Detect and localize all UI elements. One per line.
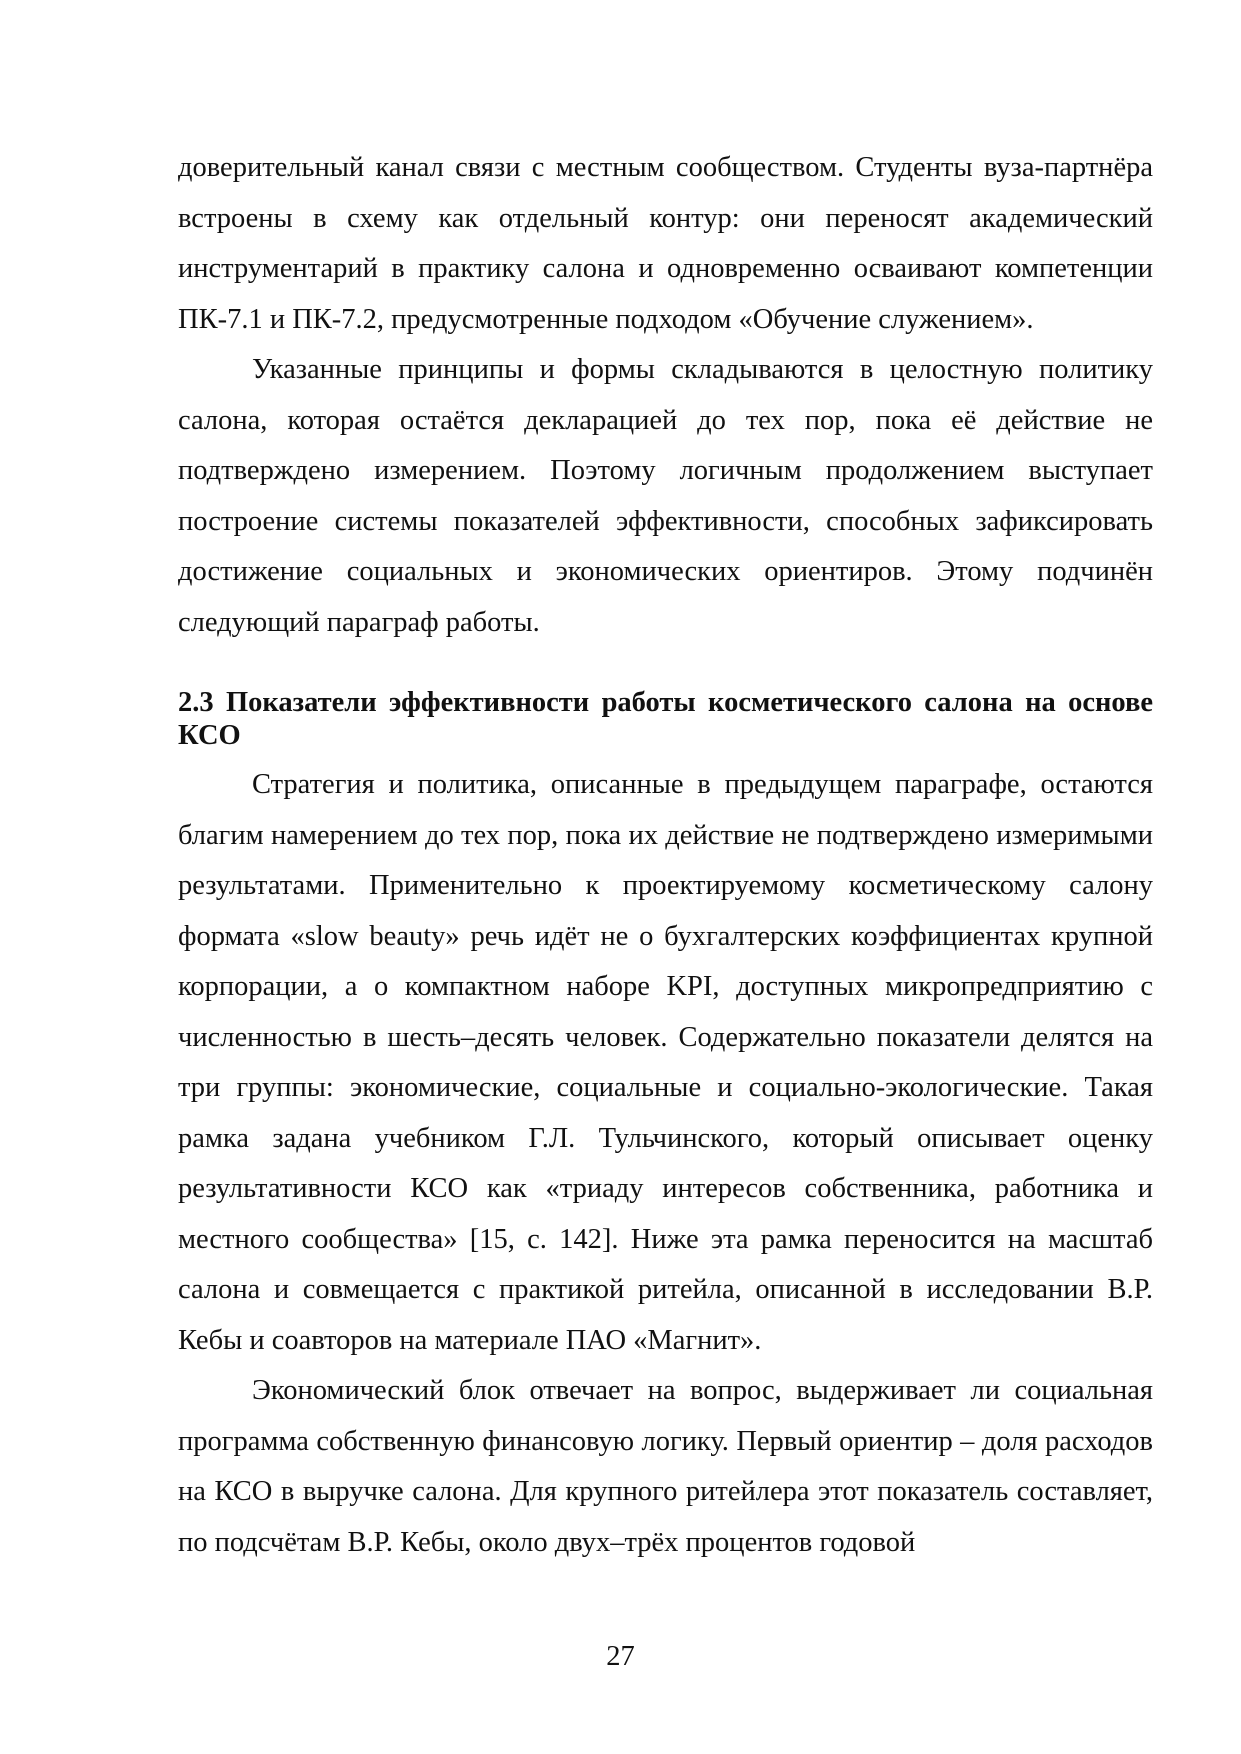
section-heading: 2.3 Показатели эффективности работы косметического салона на основе КСО [178, 687, 1153, 751]
paragraph-policy-summary: Указанные принципы и формы складываются в целостную политику салона, которая остаётся декларацией до тех пор, пока её действие не подтверждено измерением. Поэтому логичным продолжением выступает построение системы показателей эффективности, способных зафиксировать достижение социальных и экономических ориентиров. Этому подчинён следующий параграф работы. [178, 354, 1153, 638]
paragraph-economic-block: Экономический блок отвечает на вопрос, выдерживает ли социальная программа собственную финансовую логику. Первый ориентир – доля расходов на КСО в выручке салона. Для крупного ритейлера этот показатель составляет, по подсчётам В.Р. Кебы, около двух–трёх процентов годовой [178, 1375, 1153, 1558]
paragraph-continuation: доверительный канал связи с местным сообществом. Студенты вуза-партнёра встроены в схему как отдельный контур: они переносят академический инструментарий в практику салона и одновременно осваивают компетенции ПК-7.1 и ПК-7.2, предусмотренные подходом «Обучение служением». [178, 152, 1153, 335]
paragraph-kpi-intro: Стратегия и политика, описанные в предыдущем параграфе, остаются благим намерением до тех пор, пока их действие не подтверждено измеримыми результатами. Применительно к проектируемому косметическому салону формата «slow beauty» речь идёт не о бухгалтерских коэффициентах крупной корпорации, а о компактном наборе KPI, доступных микропредприятию с численностью в шесть–десять человек. Содержательно показатели делятся на три группы: экономические, социальные и социально-экологические. Такая рамка задана учебником Г.Л. Тульчинского, который описывает оценку результативности КСО как «триаду интересов собственника, работника и местного сообщества» [15, с. 142]. Ниже эта рамка переносится на масштаб салона и совмещается с практикой ритейла, описанной в исследовании В.Р. Кебы и соавторов на материале ПАО «Магнит». [178, 769, 1153, 1356]
page-body [178, 143, 1153, 1568]
page-number: 27 [606, 1641, 635, 1672]
